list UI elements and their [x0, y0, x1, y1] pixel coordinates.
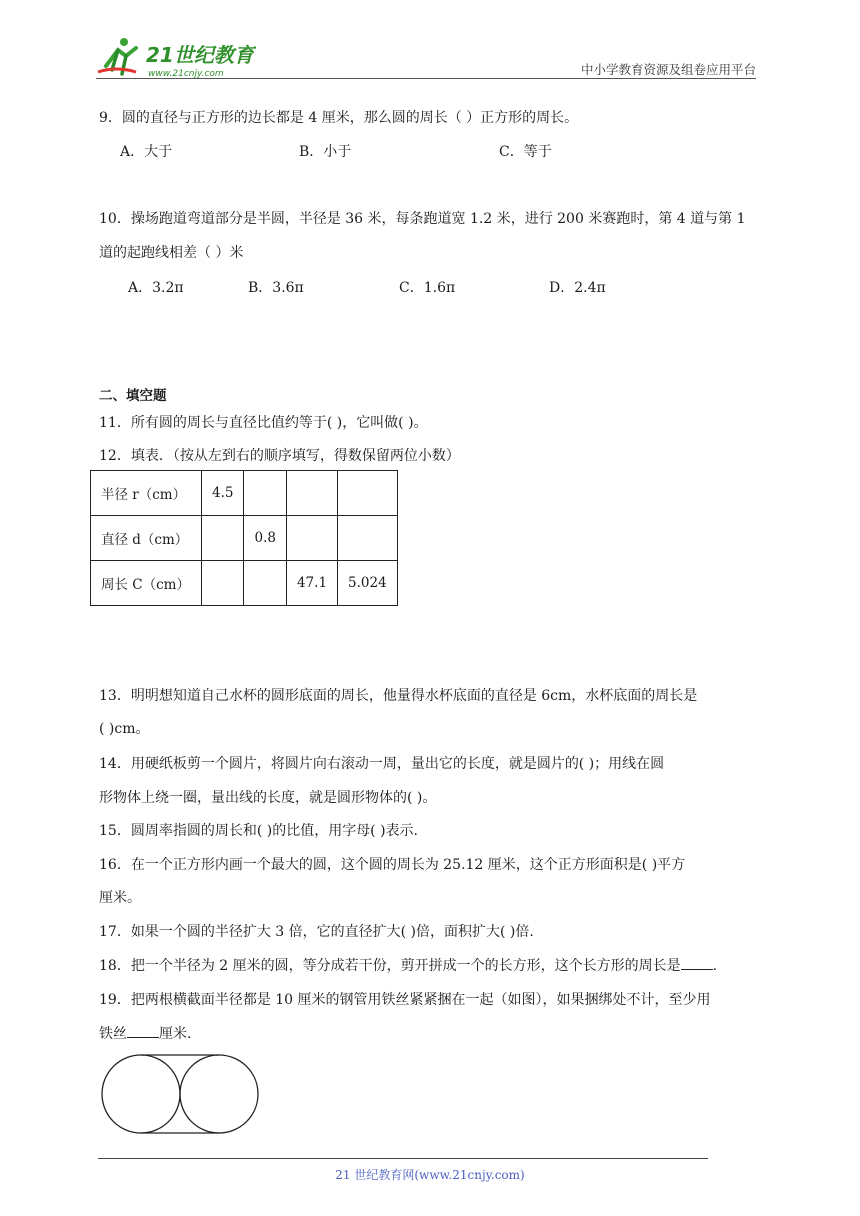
- table-cell: [338, 471, 398, 516]
- footer-divider: [98, 1158, 708, 1159]
- question-14-line1: 14．用硬纸板剪一个圆片，将圆片向右滚动一周，量出它的长度，就是圆片的( )；用线在圆: [99, 756, 665, 772]
- question-12: 12．填表．（按从左到右的顺序填写，得数保留两位小数）: [99, 448, 460, 464]
- table-cell: 4.5: [202, 471, 244, 516]
- question-15: 15．圆周率指圆的周长和( )的比值，用字母( )表示.: [99, 823, 419, 839]
- question-13-line2: ( )cm。: [99, 721, 150, 737]
- q9-option-c: C．等于: [499, 144, 552, 160]
- table-cell: [338, 516, 398, 561]
- pipe-circle-right: [180, 1055, 258, 1133]
- logo-text: 21世纪教育: [146, 43, 254, 67]
- header-platform-text: 中小学教育资源及组卷应用平台: [580, 62, 756, 77]
- table-cell: [286, 471, 337, 516]
- table-cell: 5.024: [338, 561, 398, 606]
- question-18: 18．把一个半径为 2 厘米的圆，等分成若干份，剪开拼成一个的长方形，这个长方形的周长是 .: [99, 958, 718, 974]
- question-11: 11．所有圆的周长与直径比值约等于( )，它叫做( )。: [99, 415, 428, 431]
- table-row: [91, 561, 398, 606]
- table-cell: 半径 r（cm）: [91, 471, 202, 516]
- question-13-line1: 13．明明想知道自己水杯的圆形底面的周长，他量得水杯底面的直径是 6cm，水杯底面的周长是: [99, 688, 698, 704]
- table-row: [91, 516, 398, 561]
- q9-option-b: B．小于: [299, 144, 352, 160]
- table-cell: 0.8: [244, 516, 286, 561]
- table-cell: [202, 516, 244, 561]
- question-16-line1: 16．在一个正方形内画一个最大的圆，这个圆的周长为 25.12 厘米，这个正方形面积是( )平方: [99, 857, 686, 873]
- section-title-fill-blank: 二、填空题: [99, 388, 167, 404]
- answer-blank: [681, 957, 713, 970]
- table-cell: [286, 516, 337, 561]
- footer-site-link[interactable]: 21 世纪教育网(www.21cnjy.com): [335, 1168, 525, 1182]
- question-14-line2: 形物体上绕一圈，量出线的长度，就是圆形物体的( )。: [99, 790, 437, 806]
- question-19-line1: 19．把两根横截面半径都是 10 厘米的钢管用铁丝紧紧捆在一起（如图），如果捆绑处不计，至少用: [99, 992, 711, 1008]
- table-row: [91, 471, 398, 516]
- q10-option-a: A．3.2π: [128, 280, 184, 296]
- header-divider: [96, 78, 756, 79]
- question-17: 17．如果一个圆的半径扩大 3 倍，它的直径扩大( )倍，面积扩大( )倍.: [99, 924, 534, 940]
- q10-option-d: D．2.4π: [549, 280, 606, 296]
- table-cell: 直径 d（cm）: [91, 516, 202, 561]
- site-logo: [96, 36, 256, 80]
- table-cell: [244, 561, 286, 606]
- q9-option-a: A．大于: [120, 144, 173, 160]
- table-cell: [244, 471, 286, 516]
- question-18-text: 18．把一个半径为 2 厘米的圆，等分成若干份，剪开拼成一个的长方形，这个长方形的周长是: [99, 958, 681, 974]
- q10-option-b: B．3.6π: [248, 280, 304, 296]
- question-19-text-a: 铁丝: [99, 1026, 127, 1042]
- pipe-circle-left: [102, 1055, 180, 1133]
- question-10-line1: 10．操场跑道弯道部分是半圆，半径是 36 米，每条跑道宽 1.2 米，进行 200 米赛跑时，第 4 道与第 1: [99, 211, 746, 227]
- question-16-line2: 厘米。: [99, 890, 141, 906]
- table-cell: 47.1: [286, 561, 337, 606]
- answer-blank: [127, 1025, 159, 1038]
- two-pipes-figure: [98, 1050, 264, 1138]
- question-19-line2: [99, 1023, 191, 1043]
- table-cell: [202, 561, 244, 606]
- question-9: 9．圆的直径与正方形的边长都是 4 厘米，那么圆的周长（ ）正方形的周长。: [99, 110, 579, 126]
- q10-option-c: C．1.6π: [399, 280, 456, 296]
- logo-url: www.21cnjy.com: [148, 69, 224, 79]
- runner-logo-icon: [98, 38, 136, 74]
- fill-table: [90, 470, 398, 606]
- question-10-line2: 道的起跑线相差（ ）米: [99, 245, 244, 261]
- table-cell: 周长 C（cm）: [91, 561, 202, 606]
- question-19-text-b: 厘米.: [159, 1026, 192, 1042]
